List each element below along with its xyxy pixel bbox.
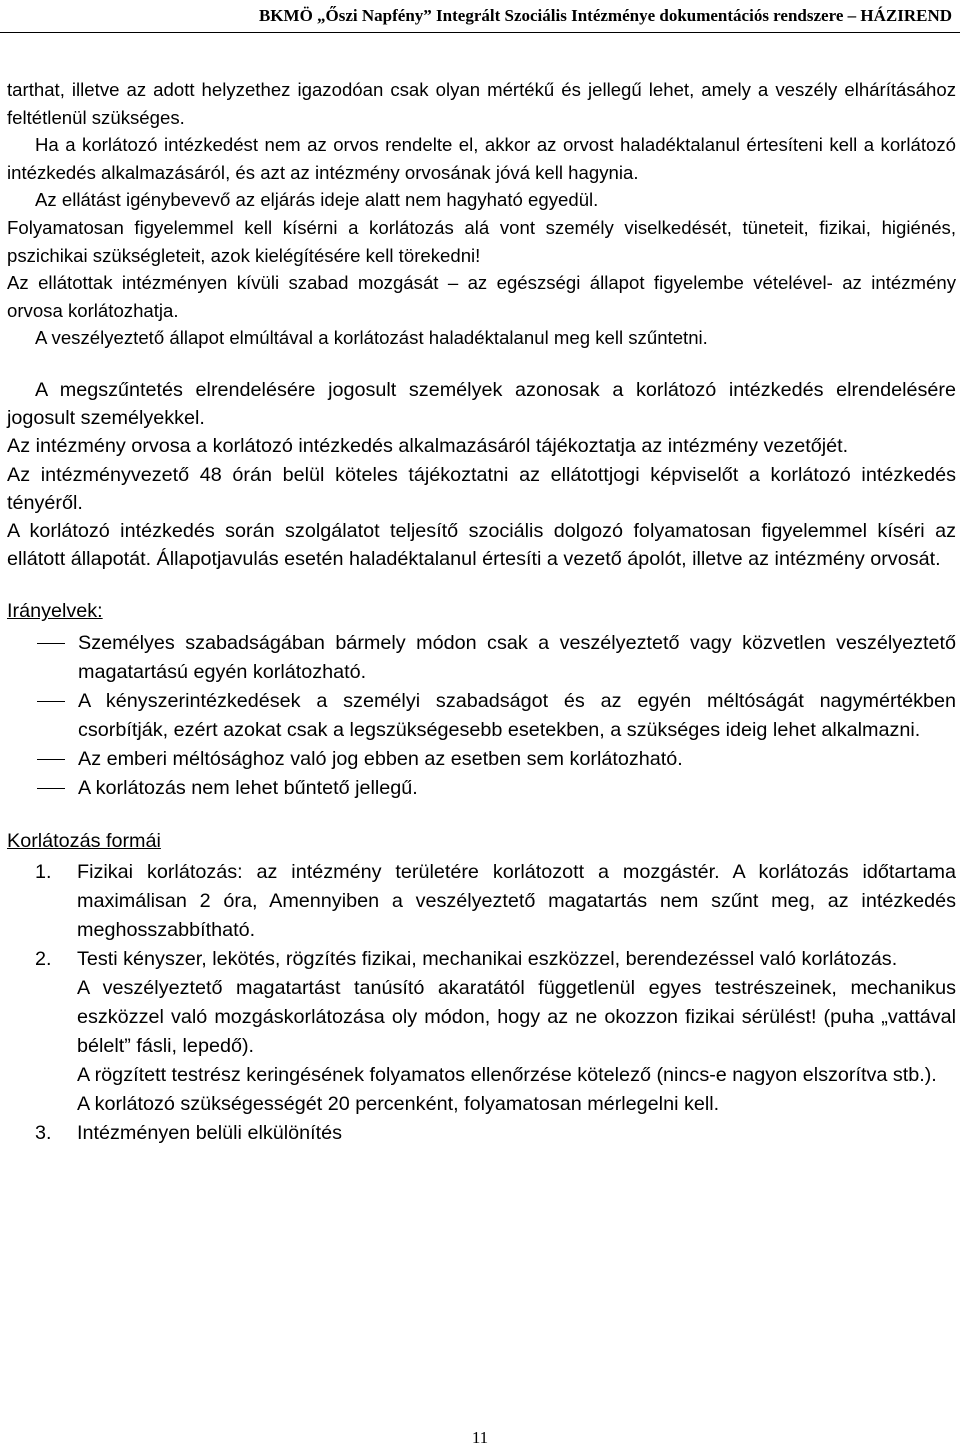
item-paragraph: Intézményen belüli elkülönítés bbox=[77, 1121, 343, 1144]
item-paragraph: A rögzített testrész keringésének folyamatos ellenőrzése kötelező (nincs-e nagyon elszorítva stb.). bbox=[77, 1063, 937, 1086]
paragraph: Az ellátottak intézményen kívüli szabad mozgását – az egészségi állapot figyelembe vételével- az intézmény orvosa korlátozhatja. bbox=[7, 272, 956, 321]
restriction-forms-heading: Korlátozás formái bbox=[7, 829, 161, 852]
dash-bullet bbox=[37, 788, 65, 789]
header-divider bbox=[0, 32, 960, 33]
dash-bullet bbox=[37, 701, 65, 702]
numbered-item bbox=[7, 945, 956, 1119]
list-item-text: Személyes szabadságában bármely módon csak a veszélyeztető vagy közvetlen veszélyeztető magatartású egyén korlátozható. bbox=[78, 631, 956, 683]
item-paragraph: Fizikai korlátozás: az intézmény területére korlátozott a mozgástér. A korlátozás időtartama maximálisan 2 óra, Amennyiben a veszélyeztető magatartás nem szűnt meg, az intézkedés meghosszabbítható. bbox=[77, 860, 956, 941]
numbered-item bbox=[7, 858, 956, 945]
dash-bullet bbox=[37, 643, 65, 644]
list-item bbox=[7, 745, 956, 774]
dash-bullet bbox=[37, 759, 65, 760]
paragraph: tarthat, illetve az adott helyzethez igazodóan csak olyan mértékű és jellegű lehet, amely a veszély elhárításához feltétlenül szükséges. bbox=[7, 79, 956, 128]
list-item bbox=[7, 774, 956, 803]
item-paragraph: Testi kényszer, lekötés, rögzítés fizikai, mechanikai eszközzel, berendezéssel való korlátozás. bbox=[77, 947, 898, 970]
paragraph: Az intézmény orvosa a korlátozó intézkedés alkalmazásáról tájékoztatja az intézmény vezetőjét. bbox=[7, 435, 849, 458]
item-paragraph: A korlátozó szükségességét 20 percenként, folyamatosan mérlegelni kell. bbox=[77, 1092, 720, 1115]
paragraph: A veszélyeztető állapot elmúltával a korlátozást haladéktalanul meg kell szűntetni. bbox=[35, 327, 708, 349]
page-number: 11 bbox=[471, 1428, 489, 1447]
list-item bbox=[7, 687, 956, 745]
numbered-item bbox=[7, 1119, 956, 1148]
guidelines-list bbox=[7, 629, 956, 803]
paragraph: Az ellátást igénybevevő az eljárás ideje alatt nem hagyható egyedül. bbox=[35, 189, 599, 211]
list-item-text: A kényszerintézkedések a személyi szabadságot és az egyén méltóságát nagymértékben csorbítják, ezért azokat csak a legszükségesebb esetekben, a szükséges ideig lehet alkalmazni. bbox=[78, 689, 956, 741]
paragraph: Folyamatosan figyelemmel kell kísérni a korlátozás alá vont személy viselkedését, tüneteit, fizikai, higiénés, pszichikai szükségleteit, azok kielégítésére kell törekedni! bbox=[7, 216, 956, 266]
item-number: 1. bbox=[35, 860, 52, 883]
document-body bbox=[7, 76, 956, 1148]
paragraph: Ha a korlátozó intézkedést nem az orvos rendelte el, akkor az orvost haladéktalanul értesíteni kell a korlátozó intézkedés alkalmazásáról, és azt az intézmény orvosának jóvá kell hagynia. bbox=[7, 134, 956, 183]
paragraph: A korlátozó intézkedés során szolgálatot teljesítő szociális dolgozó folyamatosan figyelemmel kíséri az ellátott állapotát. Állapotjavulás esetén haladéktalanul értesíti a vezető ápolót, illetve az intézmény orvosát. bbox=[7, 519, 956, 571]
spacer bbox=[7, 803, 956, 827]
spacer bbox=[7, 352, 956, 376]
paragraph: A megszűntetés elrendelésére jogosult személyek azonosak a korlátozó intézkedés elrendelésére jogosult személyekkel. bbox=[7, 378, 956, 430]
list-item-text: A korlátozás nem lehet bűntető jellegű. bbox=[78, 776, 418, 799]
item-number: 2. bbox=[35, 947, 52, 970]
list-item-text: Az emberi méltósághoz való jog ebben az esetben sem korlátozható. bbox=[78, 747, 683, 770]
spacer bbox=[7, 573, 956, 597]
item-number: 3. bbox=[35, 1121, 52, 1144]
guidelines-heading: Irányelvek: bbox=[7, 600, 103, 623]
item-paragraph: A veszélyeztető magatartást tanúsító akaratától függetlenül egyes testrészeinek, mechanikus eszközzel való mozgáskorlátozása oly módon, hogy az ne okozzon fizikai sérülést! (puha „vattával bélelt” fásli, lepedő). bbox=[77, 976, 956, 1057]
document-header: BKMÖ „Őszi Napfény” Integrált Szociális Intézménye dokumentációs rendszere – HÁZIREND bbox=[258, 6, 952, 25]
paragraph: Az intézményvezető 48 órán belül köteles tájékoztatni az ellátottjogi képviselőt a korlátozó intézkedés tényéről. bbox=[7, 463, 956, 514]
restriction-forms-list bbox=[7, 858, 956, 1148]
list-item bbox=[7, 629, 956, 687]
